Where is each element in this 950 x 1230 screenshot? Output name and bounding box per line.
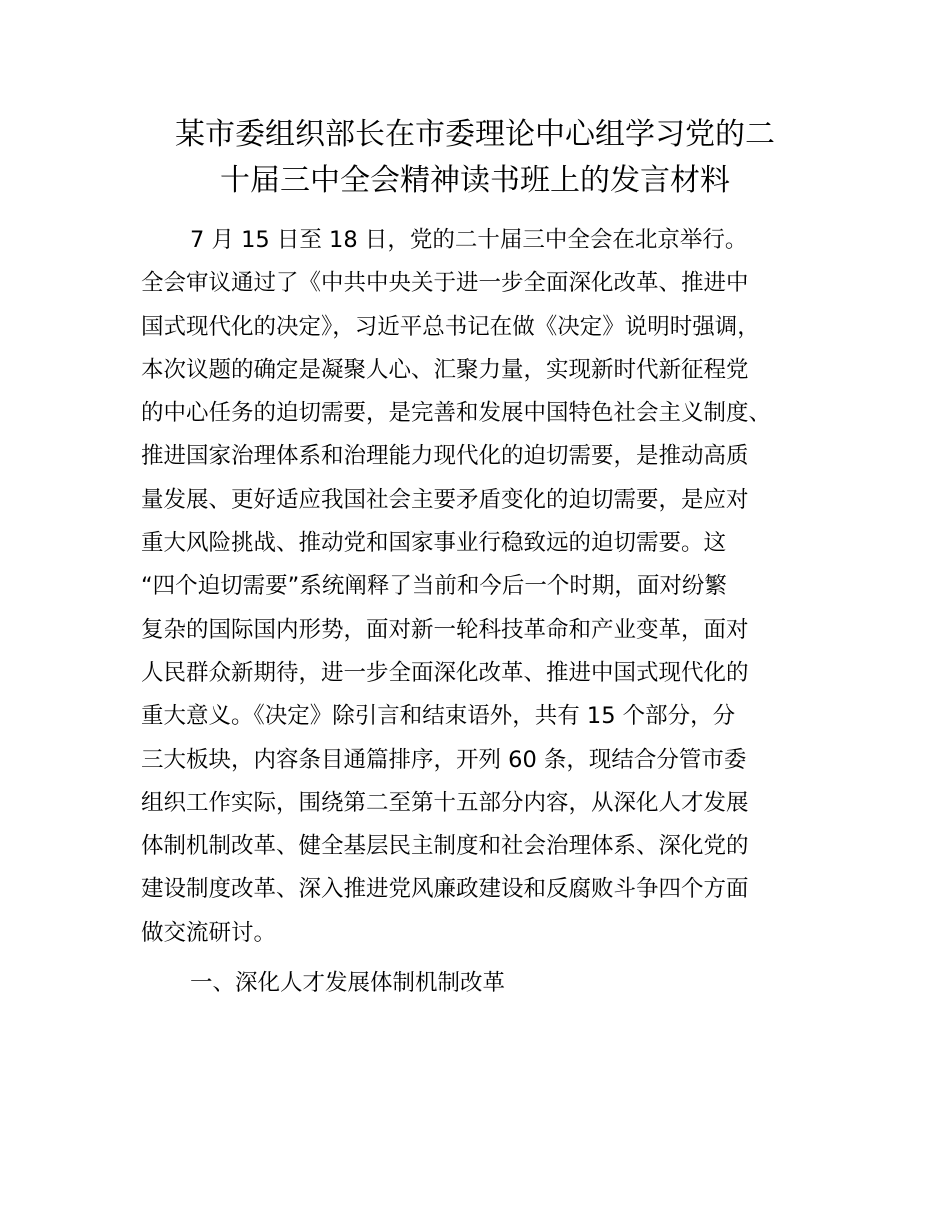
intro-paragraph: [141, 219, 841, 955]
paragraph-line: 重大风险挑战、推动党和国家事业行稳致远的迫切需要。这: [141, 530, 727, 557]
paragraph-line: 做交流研讨。: [141, 919, 277, 946]
paragraph-line: 国式现代化的决定》，习近平总书记在做《决定》说明时强调，: [141, 313, 760, 340]
paragraph-line: 建设制度改革、深入推进党风廉政建设和反腐败斗争四个方面: [141, 876, 749, 903]
paragraph-line: 组织工作实际，围绕第二至第十五部分内容，从深化人才发展: [141, 789, 749, 816]
paragraph-line: 三大板块，内容条目通篇排序，开列 60 条，现结合分管市委: [141, 746, 747, 773]
paragraph-line: 本次议题的确定是凝聚人心、汇聚力量，实现新时代新征程党: [141, 356, 749, 383]
paragraph-line: 人民群众新期待，进一步全面深化改革、推进中国式现代化的: [141, 659, 749, 686]
paragraph-line: 复杂的国际国内形势，面对新一轮科技革命和产业变革，面对: [141, 616, 749, 643]
paragraph-line: 重大意义。《决定》除引言和结束语外，共有 15 个部分，分: [141, 703, 736, 730]
paragraph-line: 的中心任务的迫切需要，是完善和发展中国特色社会主义制度、: [141, 400, 772, 427]
paragraph-line: 全会审议通过了《中共中央关于进一步全面深化改革、推进中: [141, 270, 749, 297]
title-line-1: 某市委组织部长在市委理论中心组学习党的二: [175, 117, 775, 152]
paragraph-line: 体制机制改革、健全基层民主制度和社会治理体系、深化党的: [141, 833, 749, 860]
title-line-2: 十届三中全会精神读书班上的发言材料: [220, 163, 730, 198]
paragraph-line: 7 月 15 日至 18 日，党的二十届三中全会在北京举行。: [190, 227, 748, 253]
paragraph-line: 推进国家治理体系和治理能力现代化的迫切需要，是推动高质: [141, 443, 749, 470]
section-heading: 一、深化人才发展体制机制改革: [190, 970, 506, 996]
document-title: [100, 112, 850, 204]
paragraph-line: “四个迫切需要”系统阐释了当前和今后一个时期，面对纷繁: [141, 573, 727, 600]
paragraph-line: 量发展、更好适应我国社会主要矛盾变化的迫切需要，是应对: [141, 486, 749, 513]
